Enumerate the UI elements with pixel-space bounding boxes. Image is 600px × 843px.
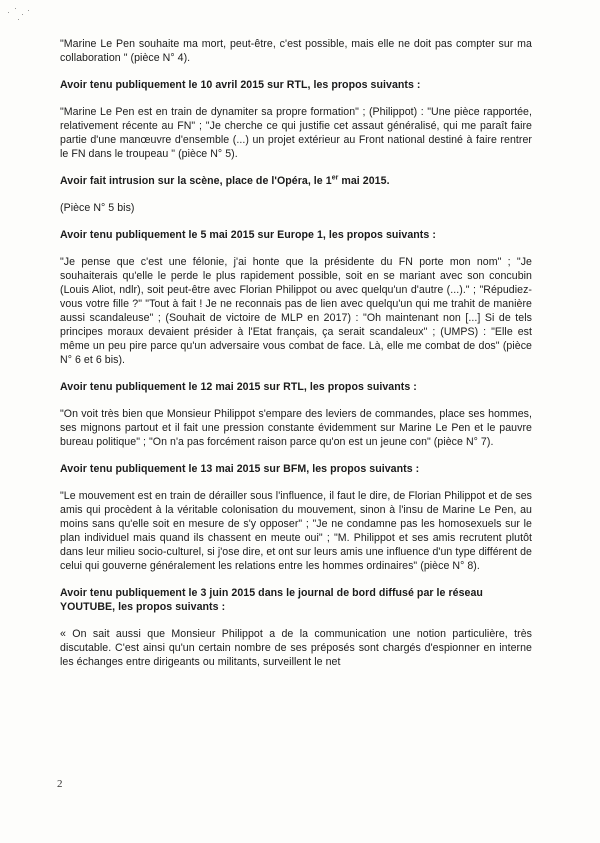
paragraph-quote-5: "Marine Le Pen est en train de dynamiter sa propre formation" ; (Philippot) : "Une pièce rapportée, relativement récente au FN" ; "Je cherche ce qui justifie cet assaut généralisé, qui me paraît faire partie d'une manœuvre d'ensemble (...) un projet extérieur au Front national destiné à faire rentrer le FN dans le troupeau " (pièce N° 5). (60, 106, 532, 160)
heading-youtube-3-june: Avoir tenu publiquement le 3 juin 2015 dans le journal de bord diffusé par le réseau YOUTUBE, les propos suivants : (60, 587, 483, 613)
paragraph-quote-6: "Je pense que c'est une félonie, j'ai honte que la présidente du FN porte mon nom" ; "Je souhaiterais qu'elle le perde le plus rapidement possible, soit en se mariant avec son concubin (Louis Aliot, ndlr), soit peut-être avec Florian Philippot ou avec quelqu'un d'autre (...)." ; "Répudiez-vous votre fille ?" "Tout à fait ! Je ne reconnais pas de lien avec quelqu'un qui me trahit de manière aussi scandaleuse" ; (Souhait de victoire de MLP en 2017) : "Oh maintenant non [...] Si de tels principes moraux devaient présider à l'Etat français, ça serait scandaleux" ; (UMPS) : "Elle est même un peu pire parce qu'un adversaire vous combat de face. Là, elle me combat de dos" (pièce N° 6 et 6 bis). (60, 256, 532, 366)
page-number: 2 (57, 778, 63, 790)
heading-rtl-10-april: Avoir tenu publiquement le 10 avril 2015 sur RTL, les propos suivants : (60, 79, 421, 91)
paragraph-piece-5-bis: (Pièce N° 5 bis) (60, 202, 135, 214)
heading-opera-sup: er (331, 174, 339, 182)
paragraph-quote-youtube: « On sait aussi que Monsieur Philippot a de la communication une notion particulière, très discutable. C'est ainsi qu'un certain nombre de ses préposés sont chargés d'espionner en interne les échanges entre dirigeants ou militants, surveillent le net (60, 628, 532, 668)
heading-opera-tail: mai 2015. (338, 175, 390, 187)
paragraph-quote-4: "Marine Le Pen souhaite ma mort, peut-être, c'est possible, mais elle ne doit pas compter sur ma collaboration " (pièce N° 4). (60, 38, 532, 64)
paragraph-quote-8: "Le mouvement est en train de dérailler sous l'influence, il faut le dire, de Florian Philippot et de ses amis qui procèdent à la véritable colonisation du mouvement, sinon à l'insu de Marine Le Pen, au moins sans qu'elle soit en mesure de s'y opposer" ; "Je ne condamne pas les homosexuels sur le plan individuel mais quand ils chassent en meute oui" ; "M. Philippot et ses amis recrutent plutôt dans leur milieu socio-culturel, si j'ose dire, et ont sur leurs amis une influence d'un type différent de celui qui gouverne généralement les relations entre les hommes ordinaires" (pièce N° 8). (60, 490, 532, 572)
heading-bfm-13-may: Avoir tenu publiquement le 13 mai 2015 sur BFM, les propos suivants : (60, 463, 420, 475)
scan-artifact (6, 4, 36, 24)
heading-rtl-12-may: Avoir tenu publiquement le 12 mai 2015 sur RTL, les propos suivants : (60, 381, 417, 393)
heading-europe1-5-may: Avoir tenu publiquement le 5 mai 2015 sur Europe 1, les propos suivants : (60, 229, 436, 241)
document-body (60, 37, 532, 669)
heading-opera-intrusion (60, 174, 532, 188)
heading-opera-main: Avoir fait intrusion sur la scène, place de l'Opéra, le 1 (60, 175, 332, 187)
paragraph-quote-7: "On voit très bien que Monsieur Philippot s'empare des leviers de commandes, place ses hommes, ses mignons partout et il fait une pression constante évidemment sur Marine Le Pen et le pauvre bureau politique" ; "On n'a pas forcément raison parce qu'on est un jeune con" (pièce N° 7). (60, 408, 532, 448)
